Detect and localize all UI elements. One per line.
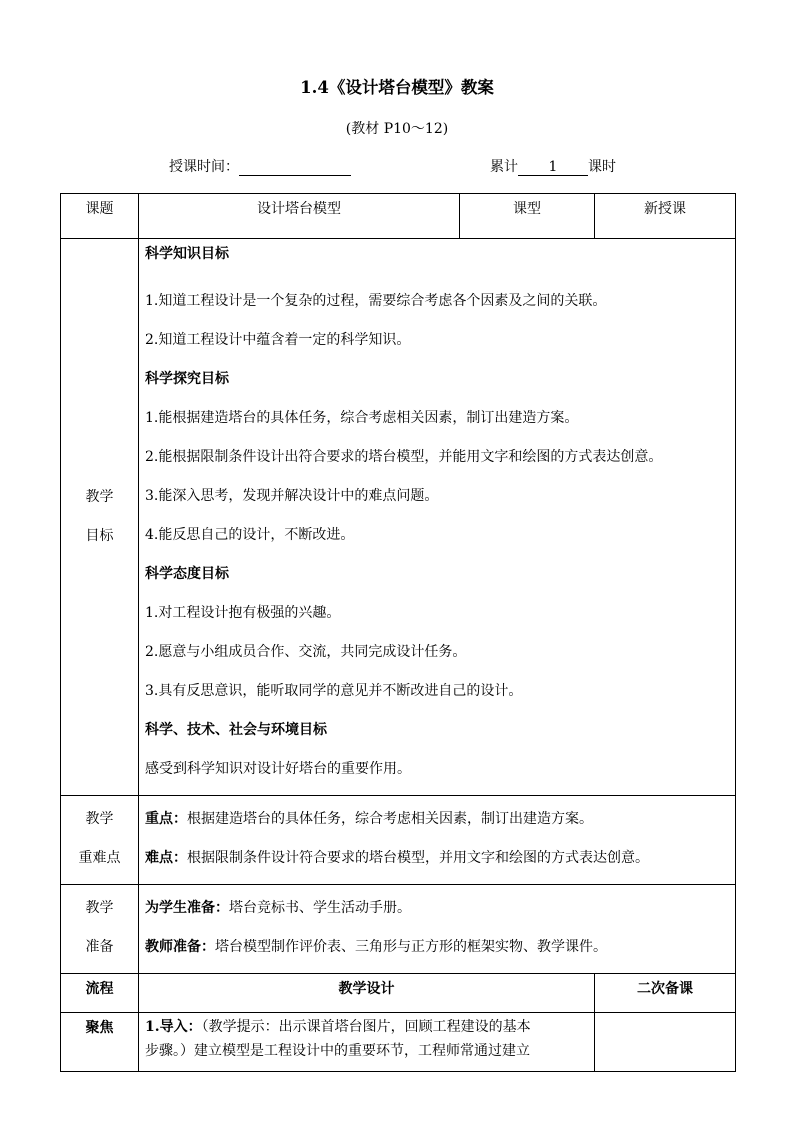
textbook-source: (教材 P10～12)	[345, 121, 449, 137]
process-header-row	[61, 974, 736, 1013]
cumulative-hours	[490, 156, 616, 176]
knowledge-2: 2.知道工程设计中蕴含着一定的科学知识。	[145, 332, 411, 348]
difficulty-point	[145, 839, 729, 878]
attitude-1: 1.对工程设计抱有极强的兴趣。	[145, 605, 341, 621]
type-label: 课型	[460, 194, 595, 239]
inquiry-1: 1.能根据建造塔台的具体任务，综合考虑相关因素，制订出建造方案。	[145, 410, 579, 426]
lesson-time	[169, 156, 351, 176]
stse-1: 感受到科学知识对设计好塔台的重要作用。	[145, 761, 411, 777]
preparation-label	[61, 885, 139, 974]
key-points-content	[139, 796, 736, 885]
focus-stage-label: 聚焦	[61, 1013, 139, 1072]
knowledge-1: 1.知道工程设计是一个复杂的过程，需要综合考虑各个因素及之间的关联。	[145, 293, 607, 309]
stse-title: 科学、技术、社会与环境目标	[145, 722, 327, 738]
student-prep	[145, 889, 729, 928]
goals-label	[61, 239, 139, 796]
student-prep-text: 塔台竞标书、学生活动手册。	[229, 900, 411, 916]
preparation-label-1: 教学	[85, 900, 114, 916]
hours-unit: 课时	[588, 159, 616, 175]
attitude-2: 2.愿意与小组成员合作、交流，共同完成设计任务。	[145, 644, 467, 660]
focus-row	[61, 1013, 736, 1072]
goals-label-2: 目标	[85, 528, 114, 544]
cumulative-value: 1	[518, 159, 588, 176]
teacher-prep-label: 教师准备：	[145, 939, 215, 955]
student-prep-label: 为学生准备：	[145, 900, 229, 916]
attitude-title: 科学态度目标	[145, 566, 229, 582]
second-prep-header: 二次备课	[595, 974, 736, 1013]
cumulative-label: 累计	[490, 159, 518, 175]
preparation-row	[61, 885, 736, 974]
intro-line-1	[145, 1015, 588, 1039]
topic-value: 设计塔台模型	[139, 194, 460, 239]
key-points-label-1: 教学	[85, 811, 114, 827]
goals-label-1: 教学	[85, 489, 114, 505]
goals-content	[139, 239, 736, 796]
knowledge-title: 科学知识目标	[145, 246, 229, 262]
design-header: 教学设计	[139, 974, 595, 1013]
preparation-label-2: 准备	[85, 939, 114, 955]
lesson-time-blank	[239, 159, 351, 176]
preparation-content	[139, 885, 736, 974]
focus-label: 重点：	[145, 811, 187, 827]
focus-text: 根据建造塔台的具体任务，综合考虑相关因素，制订出建造方案。	[187, 811, 593, 827]
second-prep-cell	[595, 1013, 736, 1072]
key-points-label	[61, 796, 139, 885]
inquiry-title: 科学探究目标	[145, 371, 229, 387]
intro-label: 1.导入：	[145, 1019, 202, 1035]
type-value: 新授课	[595, 194, 736, 239]
topic-row	[61, 194, 736, 239]
inquiry-2: 2.能根据限制条件设计出符合要求的塔台模型，并能用文字和绘图的方式表达创意。	[145, 449, 663, 465]
topic-label: 课题	[61, 194, 139, 239]
page-title: 1.4《设计塔台模型》教案	[300, 78, 494, 97]
attitude-3: 3.具有反思意识，能听取同学的意见并不断改进自己的设计。	[145, 683, 523, 699]
inquiry-4: 4.能反思自己的设计，不断改进。	[145, 527, 355, 543]
key-points-label-2: 重难点	[78, 850, 121, 866]
intro-text-1: （教学提示：出示课首塔台图片，回顾工程建设的基本	[201, 1019, 531, 1035]
teacher-prep-text: 塔台模型制作评价表、三角形与正方形的框架实物、教学课件。	[215, 939, 607, 955]
intro-line-2: 步骤。）建立模型是工程设计中的重要环节，工程师常通过建立	[145, 1043, 530, 1059]
difficulty-label: 难点：	[145, 850, 187, 866]
lesson-time-label: 授课时间：	[169, 159, 239, 175]
flow-header: 流程	[61, 974, 139, 1013]
difficulty-text: 根据限制条件设计符合要求的塔台模型，并用文字和绘图的方式表达创意。	[187, 850, 649, 866]
goals-row	[61, 239, 736, 796]
teacher-prep	[145, 928, 729, 967]
inquiry-3: 3.能深入思考，发现并解决设计中的难点问题。	[145, 488, 439, 504]
focus-stage-content	[139, 1013, 595, 1072]
key-points-row	[61, 796, 736, 885]
lesson-plan-table	[60, 193, 736, 1072]
focus-point	[145, 800, 729, 839]
